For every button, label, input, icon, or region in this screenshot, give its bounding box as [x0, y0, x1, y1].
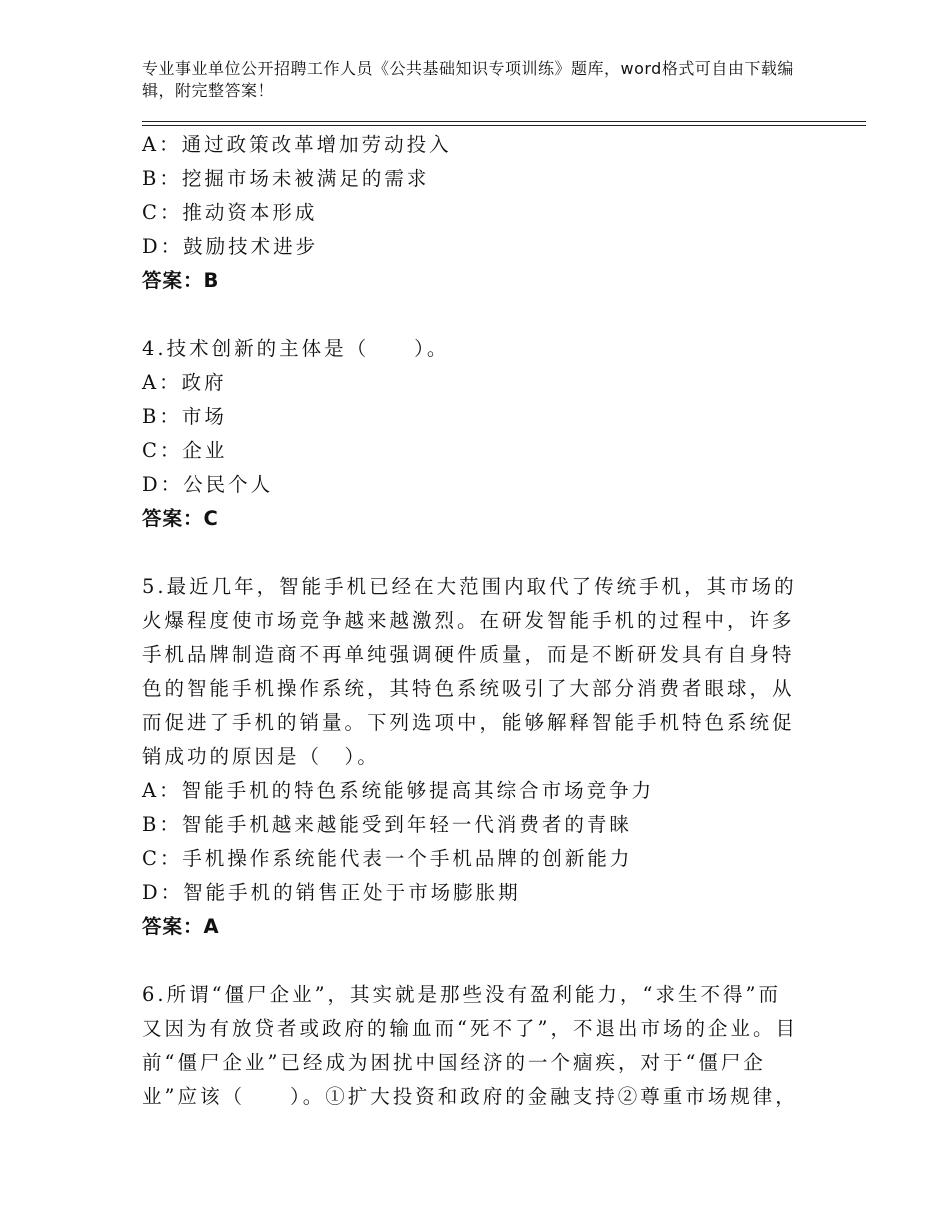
- q3-option-d: D：鼓励技术进步: [142, 235, 319, 258]
- q4-option-b: B：市场: [142, 405, 227, 428]
- q5-option-d: D：智能手机的销售正处于市场膨胀期: [142, 881, 521, 904]
- header-rule-thick: [142, 121, 866, 122]
- q4-stem: 4.技术创新的主体是（ ）。: [142, 337, 450, 360]
- q4-answer: 答案：C: [142, 507, 219, 530]
- q3-option-a: A：通过政策改革增加劳动投入: [142, 133, 452, 156]
- header-rule-thin: [142, 125, 866, 126]
- q3-option-b: B：挖掘市场未被满足的需求: [142, 167, 430, 190]
- q5-option-a: A：智能手机的特色系统能够提高其综合市场竞争力: [142, 779, 655, 802]
- q4-option-d: D：公民个人: [142, 473, 274, 496]
- q3-option-c: C：推动资本形成: [142, 201, 318, 224]
- q3-answer: 答案：B: [142, 269, 220, 292]
- q6-stem: 6.所谓“僵尸企业”，其实就是那些没有盈利能力，“求生不得”而又因为有放贷者或政府的输血而“死不了”，不退出市场的企业。目前“僵尸企业”已经成为困扰中国经济的一个痼疾，对于“僵尸企业”应该（ ）。①扩大投资和政府的金融支持②尊重市场规律，: [142, 983, 798, 1108]
- q5-stem: 5.最近几年，智能手机已经在大范围内取代了传统手机，其市场的火爆程度使市场竞争越来越激烈。在研发智能手机的过程中，许多手机品牌制造商不再单纯强调硬件质量，而是不断研发具有自身特色的智能手机操作系统，其特色系统吸引了大部分消费者眼球，从而促进了手机的销量。下列选项中，能够解释智能手机特色系统促销成功的原因是（ ）。: [142, 575, 797, 768]
- q5-option-b: B：智能手机越来越能受到年轻一代消费者的青睐: [142, 813, 632, 836]
- q4-option-c: C：企业: [142, 439, 228, 462]
- question-content: [142, 128, 802, 1114]
- q5-option-c: C：手机操作系统能代表一个手机品牌的创新能力: [142, 847, 633, 870]
- q5-answer: 答案：A: [142, 915, 220, 938]
- document-header: 专业事业单位公开招聘工作人员《公共基础知识专项训练》题库，word格式可自由下载编辑，附完整答案！: [142, 59, 794, 100]
- q4-option-a: A：政府: [142, 371, 227, 394]
